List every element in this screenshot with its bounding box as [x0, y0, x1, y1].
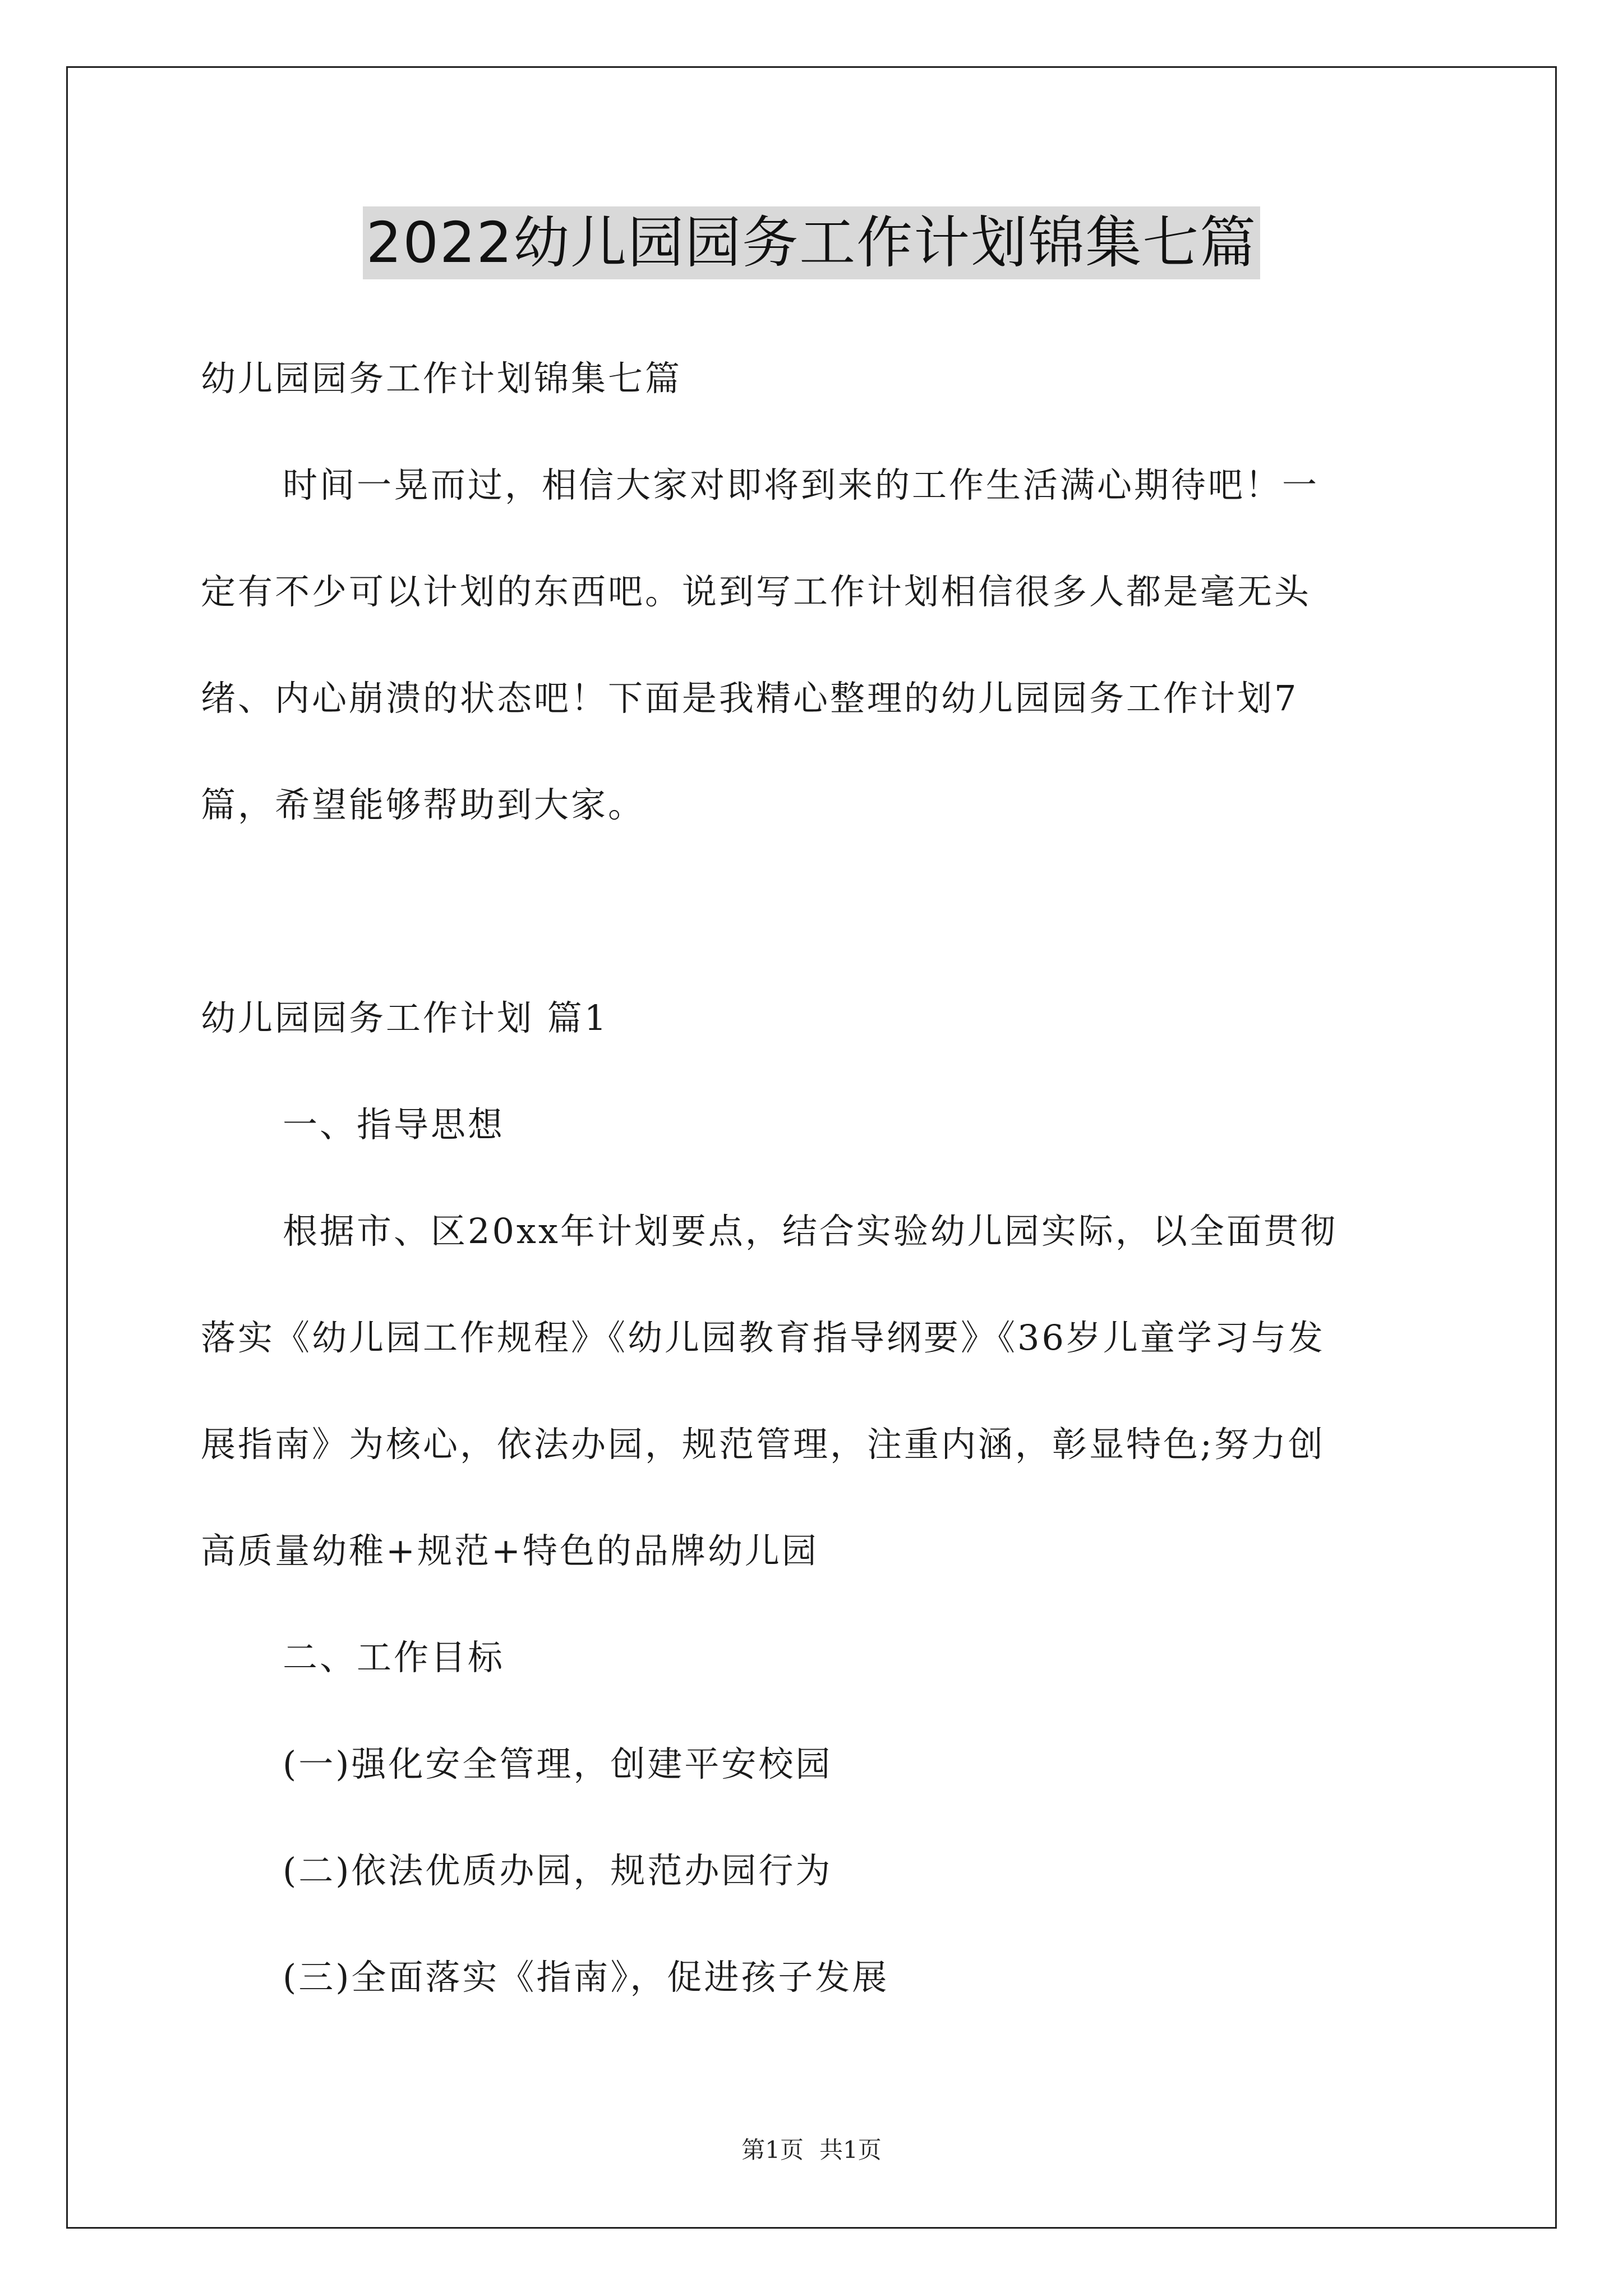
heading-work-goals: 二、工作目标: [283, 1637, 505, 1678]
intro-line: 篇，希望能够帮助到大家。: [201, 784, 645, 825]
paragraph-line: 高质量幼稚+规范+特色的品牌幼儿园: [201, 1530, 819, 1571]
intro-line: 绪、内心崩溃的状态吧！下面是我精心整理的幼儿园园务工作计划7: [201, 678, 1299, 719]
intro-line: 定有不少可以计划的东西吧。说到写工作计划相信很多人都是毫无头: [201, 571, 1312, 612]
paragraph-line: 根据市、区20xx年计划要点，结合实验幼儿园实际，以全面贯彻: [283, 1211, 1338, 1251]
page-number: 第1页: [741, 2136, 804, 2164]
goal-item: (二)依法优质办园，规范办园行为: [283, 1850, 833, 1891]
title-wrap: [0, 206, 1623, 279]
intro-line: 时间一晃而过，相信大家对即将到来的工作生活满心期待吧！一: [283, 464, 1320, 505]
goal-item: (三)全面落实《指南》，促进孩子发展: [283, 1957, 889, 1998]
section-heading: 幼儿园园务工作计划 篇1: [201, 997, 609, 1038]
paragraph-line: 落实《幼儿园工作规程》《幼儿园教育指导纲要》《36岁儿童学习与发: [201, 1317, 1325, 1358]
goal-item: (一)强化安全管理，创建平安校园: [283, 1743, 833, 1784]
page-footer: [0, 2132, 1623, 2165]
subtitle: 幼儿园园务工作计划锦集七篇: [201, 358, 683, 399]
heading-guiding-ideology: 一、指导思想: [283, 1104, 505, 1145]
document-title: 2022幼儿园园务工作计划锦集七篇: [363, 206, 1261, 279]
paragraph-line: 展指南》为核心，依法办园，规范管理，注重内涵，彰显特色;努力创: [201, 1424, 1325, 1465]
page-total: 共1页: [819, 2136, 882, 2164]
